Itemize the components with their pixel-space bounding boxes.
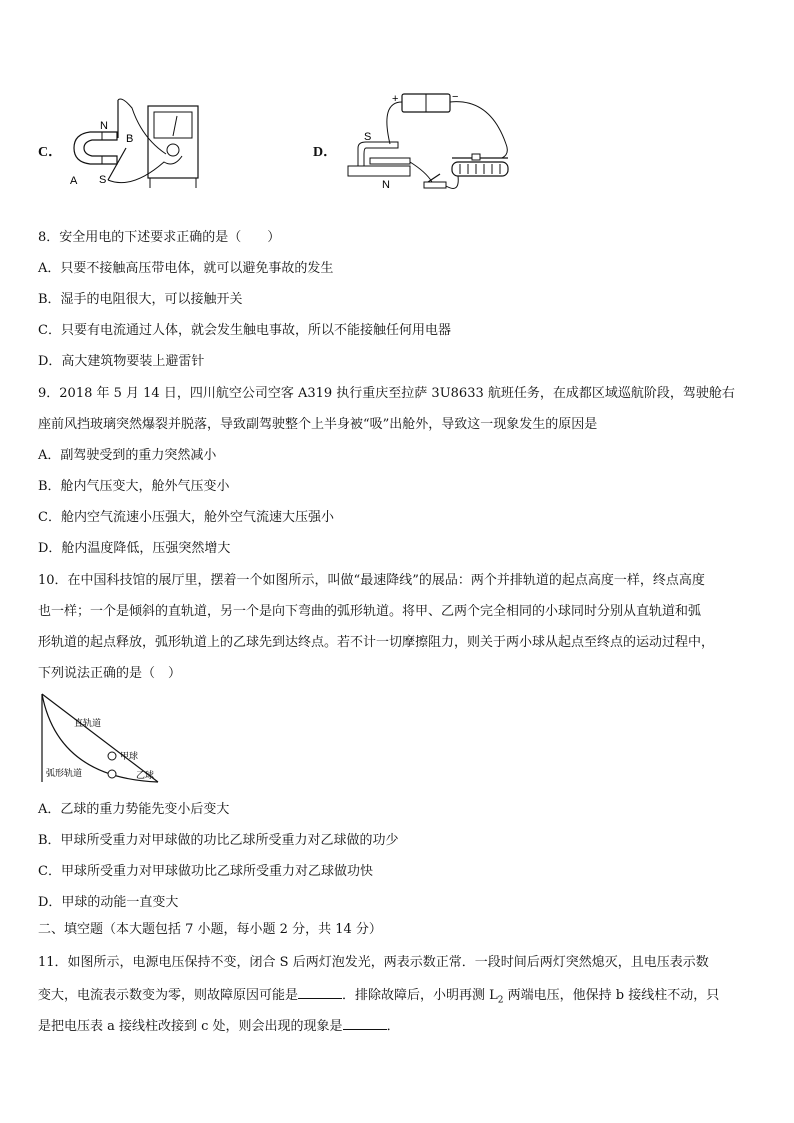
q11-line2-text-b: ．排除故障后，小明再测 L	[342, 988, 498, 1003]
q9-option-b: B．舱内气压变大，舱外气压变小	[38, 479, 230, 494]
galvanometer-magnet-figure	[62, 98, 222, 190]
q8-option-a: A．只要不接触高压带电体，就可以避免事故的发生	[38, 261, 334, 276]
q11-line2-text-a: 变大，电流表示数变为零，则故障原因可能是	[38, 988, 299, 1003]
q11-line1: 11．如图所示，电源电压保持不变，闭合 S 后两灯泡发光，两表示数正常．一段时间后两灯突然熄灭，且电压表示数	[38, 955, 709, 970]
q10-stem-line3: 形轨道的起点释放，弧形轨道上的乙球先到达终点。若不计一切摩擦阻力，则关于两小球从起点至终点的运动过程中，	[38, 635, 715, 650]
q10-stem-line1: 10．在中国科技馆的展厅里，摆着一个如图所示，叫做“最速降线”的展品：两个并排轨道的起点高度一样，终点高度	[38, 573, 705, 588]
magnet-n-label: N	[100, 120, 108, 132]
q10-stem-line4: 下列说法正确的是（ ）	[38, 666, 182, 681]
q11-line3-text-b: ．	[386, 1019, 400, 1034]
magnet-n-label-d: N	[382, 179, 390, 191]
q11-line2-text-c: 两端电压，他保持 b 接线柱不动，只	[503, 988, 720, 1003]
point-b-label: B	[126, 133, 134, 145]
section-heading: 二、填空题（本大题包括 7 小题，每小题 2 分，共 14 分）	[38, 922, 382, 937]
q11-line3	[38, 1017, 400, 1035]
q9-stem-line2: 座前风挡玻璃突然爆裂并脱落，导致副驾驶整个上半身被“吸”出舱外，导致这一现象发生的原因是	[38, 417, 598, 432]
q8-option-b: B．湿手的电阻很大，可以接触开关	[38, 292, 243, 307]
q8-option-d: D．高大建筑物要装上避雷针	[38, 354, 205, 369]
magnet-s-label-d: S	[364, 131, 372, 143]
motor-circuit-figure	[340, 88, 520, 204]
q8-stem: 8．安全用电的下述要求正确的是（ ）	[38, 230, 281, 245]
ball-yi-label: 乙球	[136, 770, 155, 780]
q10-option-a: A．乙球的重力势能先变小后变大	[38, 802, 230, 817]
ball-jia-label: 甲球	[120, 751, 139, 761]
point-a-label: A	[70, 175, 78, 187]
magnet-s-label: S	[99, 174, 107, 186]
q11-line3-text-a: 是把电压表 a 接线柱改接到 c 处，则会出现的现象是	[38, 1019, 343, 1034]
straight-track-label: 直轨道	[74, 718, 102, 728]
q10-option-c: C．甲球所受重力对甲球做功比乙球所受重力对乙球做功快	[38, 864, 373, 879]
answer-blank-1[interactable]	[298, 986, 342, 999]
battery-minus-label: −	[452, 91, 459, 103]
q8-option-c: C．只要有电流通过人体，就会发生触电事故，所以不能接触任何用电器	[38, 323, 451, 338]
q11-subscript: 2	[497, 995, 504, 1006]
battery-plus-label: +	[392, 93, 399, 105]
q9-option-a: A．副驾驶受到的重力突然减小	[38, 448, 217, 463]
option-d-label: D．	[313, 145, 338, 160]
q9-option-d: D．舱内温度降低，压强突然增大	[38, 541, 231, 556]
q10-option-b: B．甲球所受重力对甲球做的功比乙球所受重力对乙球做的功少	[38, 833, 399, 848]
curved-track-label: 弧形轨道	[46, 768, 83, 778]
q11-line2	[38, 986, 719, 1009]
q9-stem-line1: 9．2018 年 5 月 14 日，四川航空公司空客 A319 执行重庆至拉萨 3U8633 航班任务，在成都区域巡航阶段，驾驶舱右	[38, 386, 735, 401]
option-c-label: C．	[38, 145, 63, 160]
q9-option-c: C．舱内空气流速小压强大，舱外空气流速大压强小	[38, 510, 334, 525]
answer-blank-2[interactable]	[343, 1017, 387, 1030]
q10-stem-line2: 也一样；一个是倾斜的直轨道，另一个是向下弯曲的弧形轨道。将甲、乙两个完全相同的小球同时分别从直轨道和弧	[38, 604, 702, 619]
brachistochrone-figure	[38, 692, 168, 788]
q10-option-d: D．甲球的动能一直变大	[38, 895, 179, 910]
